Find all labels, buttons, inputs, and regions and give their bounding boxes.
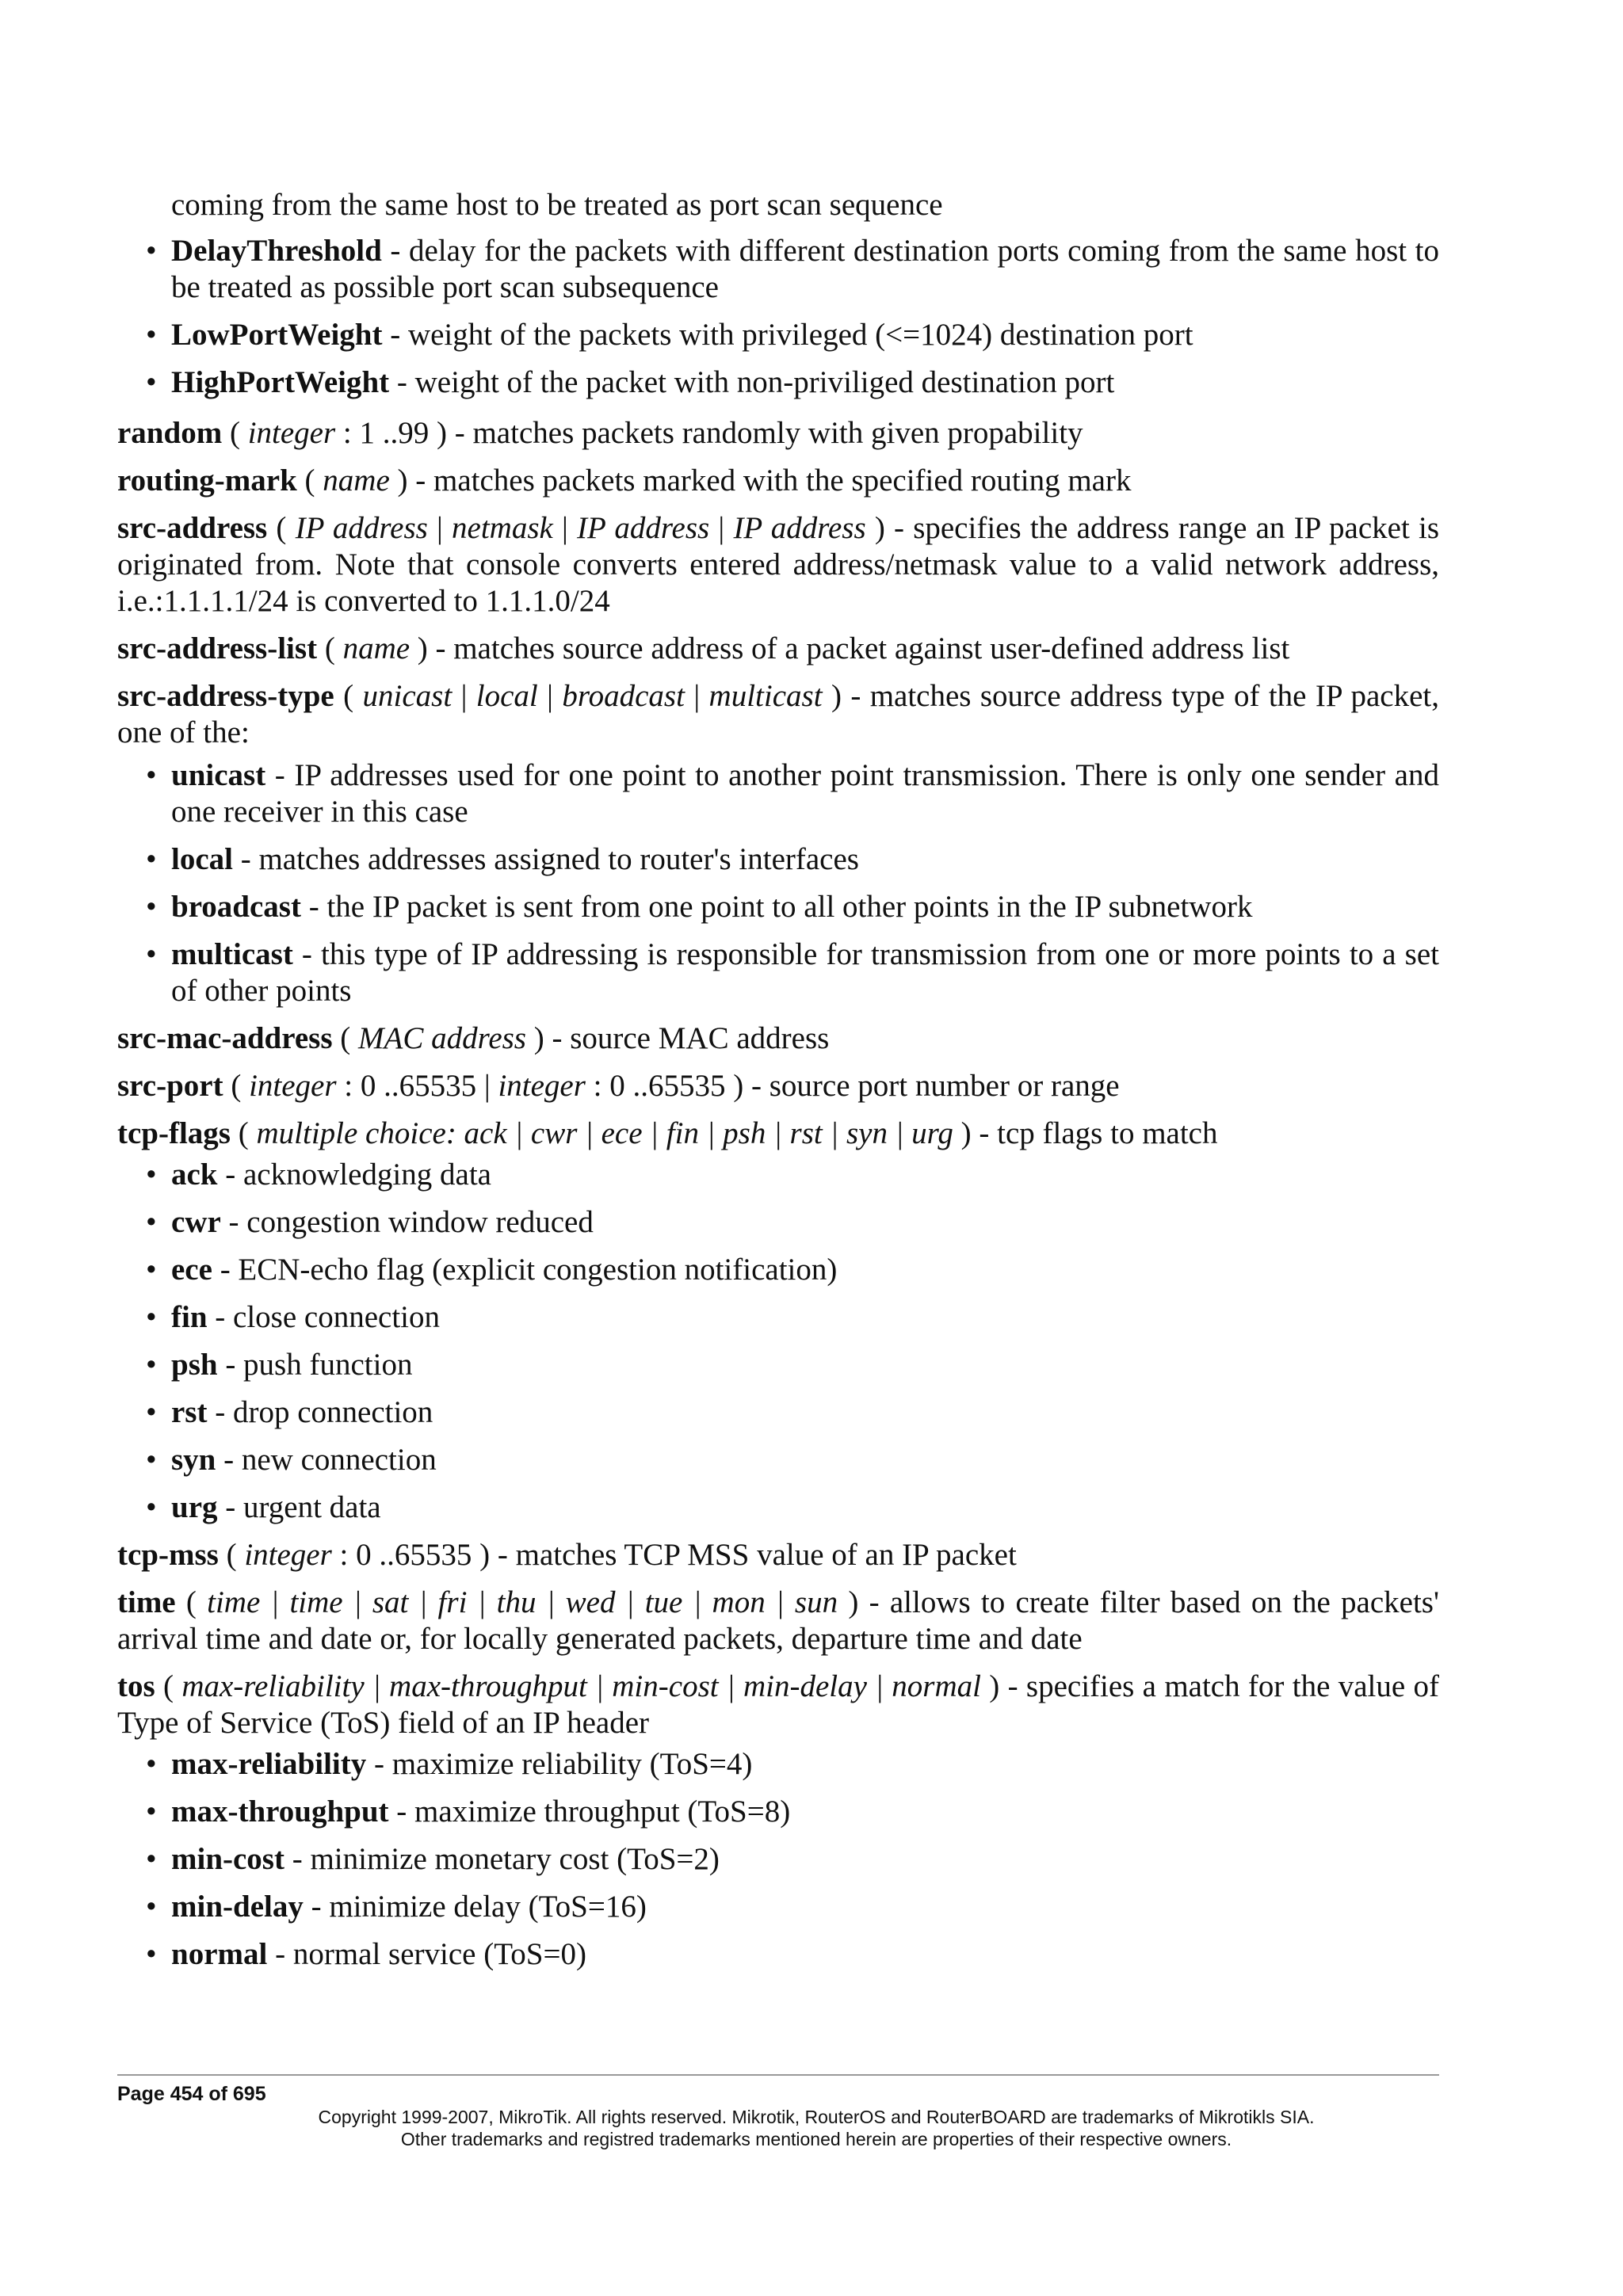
list-item <box>117 841 1439 878</box>
property-text: ( <box>296 463 323 498</box>
property-type: integer <box>244 1538 332 1572</box>
option-term: ece <box>171 1253 212 1287</box>
list-item <box>117 1746 1439 1783</box>
option-desc: - normal service (ToS=0) <box>267 1937 586 1971</box>
bullet-icon: • <box>146 1937 157 1971</box>
bullet-icon: • <box>146 1395 157 1429</box>
option-desc: - ECN-echo flag (explicit congestion notification) <box>212 1253 838 1287</box>
bullet-icon: • <box>146 1158 157 1192</box>
entry-random <box>117 415 1439 452</box>
tcp-flags-list <box>117 1157 1439 1526</box>
list-item <box>117 1252 1439 1288</box>
port-scan-weight-list <box>117 233 1439 401</box>
option-term: LowPortWeight <box>171 318 383 352</box>
property-text: ( <box>218 1538 245 1572</box>
list-item <box>117 364 1439 401</box>
option-desc: - delay for the packets with different destination ports coming from the same host to be treated as possible port scan subsequence <box>171 234 1439 304</box>
property-text: ( <box>267 511 296 545</box>
property-text: : 0 ..65535 ) - source port number or range <box>585 1069 1120 1103</box>
property-text: ) - matches source address type of the IP packet, one of the: <box>117 679 1440 749</box>
entry-src-address-list <box>117 631 1439 667</box>
property-text: | <box>552 511 578 545</box>
option-term: cwr <box>171 1205 221 1239</box>
bullet-icon: • <box>146 234 157 268</box>
option-term: rst <box>171 1395 208 1429</box>
list-item <box>117 317 1439 353</box>
tos-list <box>117 1746 1439 1973</box>
list-item <box>117 936 1439 1009</box>
property-name: src-address <box>117 511 268 545</box>
option-term: broadcast <box>171 890 301 924</box>
document-page <box>117 187 1439 1984</box>
entry-routing-mark <box>117 463 1439 499</box>
option-term: max-throughput <box>171 1794 389 1829</box>
property-type: multicast <box>708 679 823 713</box>
property-text: ) - source MAC address <box>525 1021 830 1055</box>
property-type: integer <box>498 1069 586 1103</box>
property-type: IP address <box>733 511 866 545</box>
property-text: ( <box>230 1116 257 1150</box>
src-address-type-list <box>117 757 1439 1009</box>
bullet-icon: • <box>146 1348 157 1382</box>
list-item <box>117 889 1439 925</box>
option-term: fin <box>171 1300 208 1334</box>
option-term: min-cost <box>171 1842 285 1876</box>
property-text: ( <box>155 1669 182 1703</box>
option-desc: - matches addresses assigned to router's interfaces <box>232 842 859 876</box>
option-desc: - this type of IP addressing is responsible for transmission from one or more points to a set of other points <box>171 937 1439 1008</box>
option-term: unicast <box>171 758 266 792</box>
option-term: syn <box>171 1443 216 1477</box>
property-type: IP address <box>577 511 710 545</box>
property-text: | <box>452 679 476 713</box>
property-type: name <box>342 631 411 666</box>
bullet-icon: • <box>146 890 157 924</box>
property-type: name <box>323 463 390 498</box>
bullet-icon: • <box>146 318 157 352</box>
property-name: routing-mark <box>117 463 297 498</box>
option-desc: - congestion window reduced <box>220 1205 594 1239</box>
bullet-icon: • <box>146 1490 157 1524</box>
list-item <box>117 233 1439 306</box>
property-text: ( <box>222 416 248 450</box>
bullet-icon: • <box>146 1205 157 1239</box>
property-type: time | time | sat | fri | thu | wed | tue | mon | sun <box>207 1585 838 1619</box>
bullet-icon: • <box>146 758 157 792</box>
option-term: min-delay <box>171 1890 304 1924</box>
option-desc: - maximize throughput (ToS=8) <box>388 1794 791 1829</box>
option-desc: - drop connection <box>207 1395 433 1429</box>
list-item <box>117 1936 1439 1973</box>
list-item <box>117 1299 1439 1336</box>
property-name: tos <box>117 1669 155 1703</box>
entry-src-address-type <box>117 678 1439 751</box>
property-text: ( <box>223 1069 250 1103</box>
footer-divider <box>117 2074 1439 2076</box>
property-name: src-address-list <box>117 631 318 666</box>
list-item <box>117 1204 1439 1241</box>
bullet-icon: • <box>146 1443 157 1477</box>
property-text: : 0 ..65535 ) - matches TCP MSS value of an IP packet <box>331 1538 1017 1572</box>
option-desc: - urgent data <box>217 1490 381 1524</box>
option-term: ack <box>171 1158 218 1192</box>
property-text: ) - allows to create filter based on the packets' arrival time and date or, for locally generated packets, departure time and date <box>117 1585 1439 1656</box>
option-term: max-reliability <box>171 1747 367 1781</box>
property-text: ) - matches packets marked with the specified routing mark <box>389 463 1132 498</box>
property-type: broadcast <box>562 679 685 713</box>
bullet-icon: • <box>146 365 157 399</box>
option-term: local <box>171 842 233 876</box>
bullet-icon: • <box>146 1300 157 1334</box>
property-type: integer <box>249 1069 337 1103</box>
bullet-icon: • <box>146 842 157 876</box>
option-desc: - new connection <box>216 1443 437 1477</box>
list-item <box>117 1157 1439 1193</box>
copyright-line-1: Copyright 1999-2007, MikroTik. All rights reserved. Mikrotik, RouterOS and RouterBOARD are trademarks of Mikrotikls SIA. <box>318 2107 1315 2127</box>
list-item <box>117 1394 1439 1431</box>
property-text: | <box>684 679 709 713</box>
property-type: netmask <box>452 511 553 545</box>
property-type: integer <box>247 416 336 450</box>
option-term: multicast <box>171 937 293 971</box>
property-type: local <box>475 679 538 713</box>
option-desc: - maximize reliability (ToS=4) <box>366 1747 753 1781</box>
entry-src-address <box>117 510 1439 620</box>
property-type: max-reliability | max-throughput | min-cost | min-delay | normal <box>181 1669 981 1703</box>
list-item <box>117 757 1439 830</box>
bullet-icon: • <box>146 937 157 971</box>
property-name: random <box>117 416 223 450</box>
property-text: ( <box>175 1585 208 1619</box>
property-text: : 1 ..99 ) - matches packets randomly with given propability <box>335 416 1083 450</box>
property-text: ( <box>334 679 363 713</box>
entry-tos <box>117 1669 1439 1741</box>
entry-tcp-mss <box>117 1537 1439 1573</box>
property-text: | <box>427 511 453 545</box>
option-term: psh <box>171 1348 218 1382</box>
property-text: ) - tcp flags to match <box>953 1116 1218 1150</box>
property-text: ) - specifies the address range an IP packet is originated from. Note that console converts entered address/netmask value to a valid network address, i.e.:1.1.1.1/24 is converted to 1.1.1.0/24 <box>117 511 1440 618</box>
property-name: tcp-mss <box>117 1538 219 1572</box>
property-name: src-address-type <box>117 679 334 713</box>
property-text: | <box>537 679 563 713</box>
property-text: | <box>709 511 734 545</box>
list-item <box>117 1841 1439 1878</box>
property-text: : 0 ..65535 | <box>336 1069 498 1103</box>
option-desc: - minimize delay (ToS=16) <box>303 1890 647 1924</box>
bullet-icon: • <box>146 1747 157 1781</box>
list-item <box>117 1347 1439 1383</box>
continuation-text: coming from the same host to be treated as port scan sequence <box>171 188 943 222</box>
page-footer <box>117 2074 1439 2150</box>
option-desc: - minimize monetary cost (ToS=2) <box>284 1842 720 1876</box>
bullet-icon: • <box>146 1890 157 1924</box>
entry-tcp-flags <box>117 1116 1439 1152</box>
property-text: ) - matches source address of a packet against user-defined address list <box>410 631 1290 666</box>
option-desc: - the IP packet is sent from one point to all other points in the IP subnetwork <box>300 890 1253 924</box>
bullet-icon: • <box>146 1253 157 1287</box>
property-text: ( <box>332 1021 359 1055</box>
bullet-icon: • <box>146 1842 157 1876</box>
bullet-icon: • <box>146 1794 157 1829</box>
entry-src-mac-address <box>117 1020 1439 1057</box>
option-desc: - close connection <box>207 1300 440 1334</box>
option-desc: - acknowledging data <box>217 1158 491 1192</box>
property-name: src-port <box>117 1069 223 1103</box>
property-type: MAC address <box>358 1021 526 1055</box>
option-term: normal <box>171 1937 268 1971</box>
copyright-line-2: Other trademarks and registred trademarks mentioned herein are properties of their respective owners. <box>400 2129 1232 2149</box>
property-type: unicast <box>362 679 453 713</box>
option-desc: - weight of the packets with privileged (<=1024) destination port <box>382 318 1193 352</box>
option-term: urg <box>171 1490 218 1524</box>
entry-src-port <box>117 1068 1439 1104</box>
property-text: ( <box>317 631 343 666</box>
option-desc: - IP addresses used for one point to another point transmission. There is only one sender and one receiver in this case <box>171 758 1439 829</box>
property-type: multiple choice: ack | cwr | ece | fin | psh | rst | syn | urg <box>256 1116 953 1150</box>
list-item <box>117 1794 1439 1830</box>
property-text: ) - specifies a match for the value of Type of Service (ToS) field of an IP header <box>117 1669 1439 1740</box>
property-name: src-mac-address <box>117 1021 333 1055</box>
option-desc: - push function <box>217 1348 413 1382</box>
option-desc: - weight of the packet with non-priviliged destination port <box>389 365 1115 399</box>
entry-time <box>117 1585 1439 1657</box>
list-item <box>117 1442 1439 1478</box>
property-type: IP address <box>295 511 428 545</box>
page-number: Page 454 of 695 <box>117 2083 266 2105</box>
list-item <box>117 1889 1439 1925</box>
property-name: time <box>117 1585 176 1619</box>
list-item <box>117 1489 1439 1526</box>
option-term: DelayThreshold <box>171 234 382 268</box>
option-term: HighPortWeight <box>171 365 390 399</box>
property-name: tcp-flags <box>117 1116 231 1150</box>
